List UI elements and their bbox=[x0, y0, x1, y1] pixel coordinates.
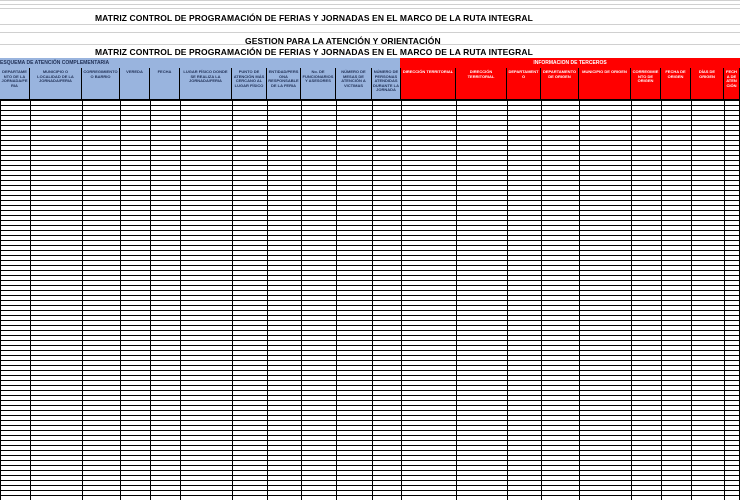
table-row[interactable] bbox=[0, 120, 740, 121]
column-header[interactable]: MUNICIPIO DE ORIGEN bbox=[579, 68, 631, 100]
table-row[interactable] bbox=[0, 235, 740, 236]
table-row[interactable] bbox=[0, 345, 740, 346]
table-row[interactable] bbox=[0, 470, 740, 471]
table-row[interactable] bbox=[0, 115, 740, 116]
table-row[interactable] bbox=[0, 355, 740, 356]
table-row[interactable] bbox=[0, 405, 740, 406]
table-row[interactable] bbox=[0, 320, 740, 321]
table-row[interactable] bbox=[0, 325, 740, 326]
column-header[interactable]: CORREGIMIENTO O BARRIO bbox=[82, 68, 120, 100]
table-row[interactable] bbox=[0, 390, 740, 391]
section-esquema: ESQUEMA DE ATENCIÓN COMPLEMENTARIA bbox=[0, 58, 401, 69]
column-header[interactable]: FECHA DE ATENCIÓN bbox=[724, 68, 740, 100]
column-header[interactable]: NÚMERO DE PERSONAS ATENDIDAS DURANTE LA JORNADA bbox=[372, 68, 401, 100]
table-row[interactable] bbox=[0, 305, 740, 306]
table-row[interactable] bbox=[0, 310, 740, 311]
title-grid-line bbox=[0, 8, 740, 9]
table-row[interactable] bbox=[0, 130, 740, 131]
column-header[interactable]: PUNTO DE ATENCIÓN MÁS CERCANO AL LUGAR FÍSICO bbox=[232, 68, 267, 100]
table-row[interactable] bbox=[0, 480, 740, 481]
table-row[interactable] bbox=[0, 170, 740, 171]
sheet-subtitle: GESTION PARA LA ATENCIÓN Y ORIENTACIÓN bbox=[245, 36, 441, 46]
table-row[interactable] bbox=[0, 295, 740, 296]
table-row[interactable] bbox=[0, 140, 740, 141]
table-row[interactable] bbox=[0, 275, 740, 276]
table-row[interactable] bbox=[0, 435, 740, 436]
table-row[interactable] bbox=[0, 350, 740, 351]
title-grid-line bbox=[0, 4, 740, 5]
table-row[interactable] bbox=[0, 270, 740, 271]
table-row[interactable] bbox=[0, 255, 740, 256]
table-row[interactable] bbox=[0, 495, 740, 496]
column-header[interactable]: DIRECCIÓN TERRITORIAL bbox=[401, 68, 456, 100]
table-row[interactable] bbox=[0, 315, 740, 316]
table-row[interactable] bbox=[0, 460, 740, 461]
table-row[interactable] bbox=[0, 210, 740, 211]
table-row[interactable] bbox=[0, 105, 740, 106]
table-row[interactable] bbox=[0, 200, 740, 201]
table-row[interactable] bbox=[0, 250, 740, 251]
table-row[interactable] bbox=[0, 145, 740, 146]
table-row[interactable] bbox=[0, 370, 740, 371]
table-row[interactable] bbox=[0, 245, 740, 246]
table-row[interactable] bbox=[0, 360, 740, 361]
table-row[interactable] bbox=[0, 165, 740, 166]
column-header[interactable]: FECHA DE ORIGEN bbox=[661, 68, 691, 100]
column-header[interactable]: DEPARTAMENTO DE ORIGEN bbox=[541, 68, 579, 100]
table-row[interactable] bbox=[0, 400, 740, 401]
table-row[interactable] bbox=[0, 160, 740, 161]
sheet-title-repeat: MATRIZ CONTROL DE PROGRAMACIÓN DE FERIAS Y JORNADAS EN EL MARCO DE LA RUTA INTEGRAL bbox=[95, 47, 533, 57]
table-row[interactable] bbox=[0, 475, 740, 476]
table-row[interactable] bbox=[0, 125, 740, 126]
table-row[interactable] bbox=[0, 260, 740, 261]
table-row[interactable] bbox=[0, 375, 740, 376]
table-row[interactable] bbox=[0, 485, 740, 486]
table-row[interactable] bbox=[0, 490, 740, 491]
table-row[interactable] bbox=[0, 420, 740, 421]
table-row[interactable] bbox=[0, 445, 740, 446]
section-terceros: INFORMACION DE TERCEROS bbox=[400, 58, 740, 69]
table-row[interactable] bbox=[0, 410, 740, 411]
table-row[interactable] bbox=[0, 335, 740, 336]
sheet-title-top: MATRIZ CONTROL DE PROGRAMACIÓN DE FERIAS Y JORNADAS EN EL MARCO DE LA RUTA INTEGRAL bbox=[95, 13, 533, 23]
column-header[interactable]: DEPARTAMENTO DE LA JORNADA/FERIA bbox=[0, 68, 30, 100]
table-row[interactable] bbox=[0, 100, 740, 101]
column-header[interactable]: LUGAR FÍSICO DONDE SE REALIZA LA JORNADA/FERIA bbox=[180, 68, 232, 100]
column-header[interactable]: NÚMERO DE MESAS DE ATENCIÓN A VICTIMAS bbox=[336, 68, 372, 100]
table-row[interactable] bbox=[0, 280, 740, 281]
table-row[interactable] bbox=[0, 340, 740, 341]
title-grid-line bbox=[0, 24, 740, 25]
title-grid-line bbox=[0, 32, 740, 33]
column-header[interactable]: MUNICIPIO O LOCALIDAD DE LA JORNADA/FERIA bbox=[30, 68, 82, 100]
column-header[interactable]: VEREDA bbox=[120, 68, 150, 100]
table-row[interactable] bbox=[0, 385, 740, 386]
table-row[interactable] bbox=[0, 155, 740, 156]
table-row[interactable] bbox=[0, 230, 740, 231]
table-row[interactable] bbox=[0, 380, 740, 381]
table-row[interactable] bbox=[0, 185, 740, 186]
column-header[interactable]: No. DE FUNCIONARIOS Y ASESORES bbox=[301, 68, 336, 100]
table-row[interactable] bbox=[0, 180, 740, 181]
table-row[interactable] bbox=[0, 225, 740, 226]
table-row[interactable] bbox=[0, 430, 740, 431]
table-row[interactable] bbox=[0, 135, 740, 136]
column-header[interactable]: DÍAS DE ORIGEN bbox=[691, 68, 724, 100]
table-row[interactable] bbox=[0, 450, 740, 451]
column-header[interactable]: CORREGIMIENTO DE ORIGEN bbox=[631, 68, 661, 100]
table-row[interactable] bbox=[0, 415, 740, 416]
table-row[interactable] bbox=[0, 395, 740, 396]
table-row[interactable] bbox=[0, 265, 740, 266]
table-row[interactable] bbox=[0, 220, 740, 221]
column-header[interactable]: ENTIDAD/PERSONA RESPONSABLE DE LA FERIA bbox=[267, 68, 301, 100]
table-row[interactable] bbox=[0, 440, 740, 441]
table-row[interactable] bbox=[0, 290, 740, 291]
table-row[interactable] bbox=[0, 205, 740, 206]
table-row[interactable] bbox=[0, 150, 740, 151]
column-header[interactable]: DEPARTAMENTO bbox=[507, 68, 541, 100]
column-header[interactable]: FECHA bbox=[150, 68, 180, 100]
table-row[interactable] bbox=[0, 110, 740, 111]
table-row[interactable] bbox=[0, 240, 740, 241]
table-row[interactable] bbox=[0, 465, 740, 466]
title-grid-line bbox=[0, 0, 740, 1]
table-row[interactable] bbox=[0, 190, 740, 191]
table-row[interactable] bbox=[0, 285, 740, 286]
table-row[interactable] bbox=[0, 365, 740, 366]
title-grid-line bbox=[0, 44, 740, 45]
table-row[interactable] bbox=[0, 215, 740, 216]
table-row[interactable] bbox=[0, 455, 740, 456]
column-header[interactable]: DIRECCIÓN TERRITORIAL bbox=[456, 68, 507, 100]
table-row[interactable] bbox=[0, 330, 740, 331]
table-row[interactable] bbox=[0, 175, 740, 176]
table-row[interactable] bbox=[0, 195, 740, 196]
table-row[interactable] bbox=[0, 425, 740, 426]
table-row[interactable] bbox=[0, 300, 740, 301]
